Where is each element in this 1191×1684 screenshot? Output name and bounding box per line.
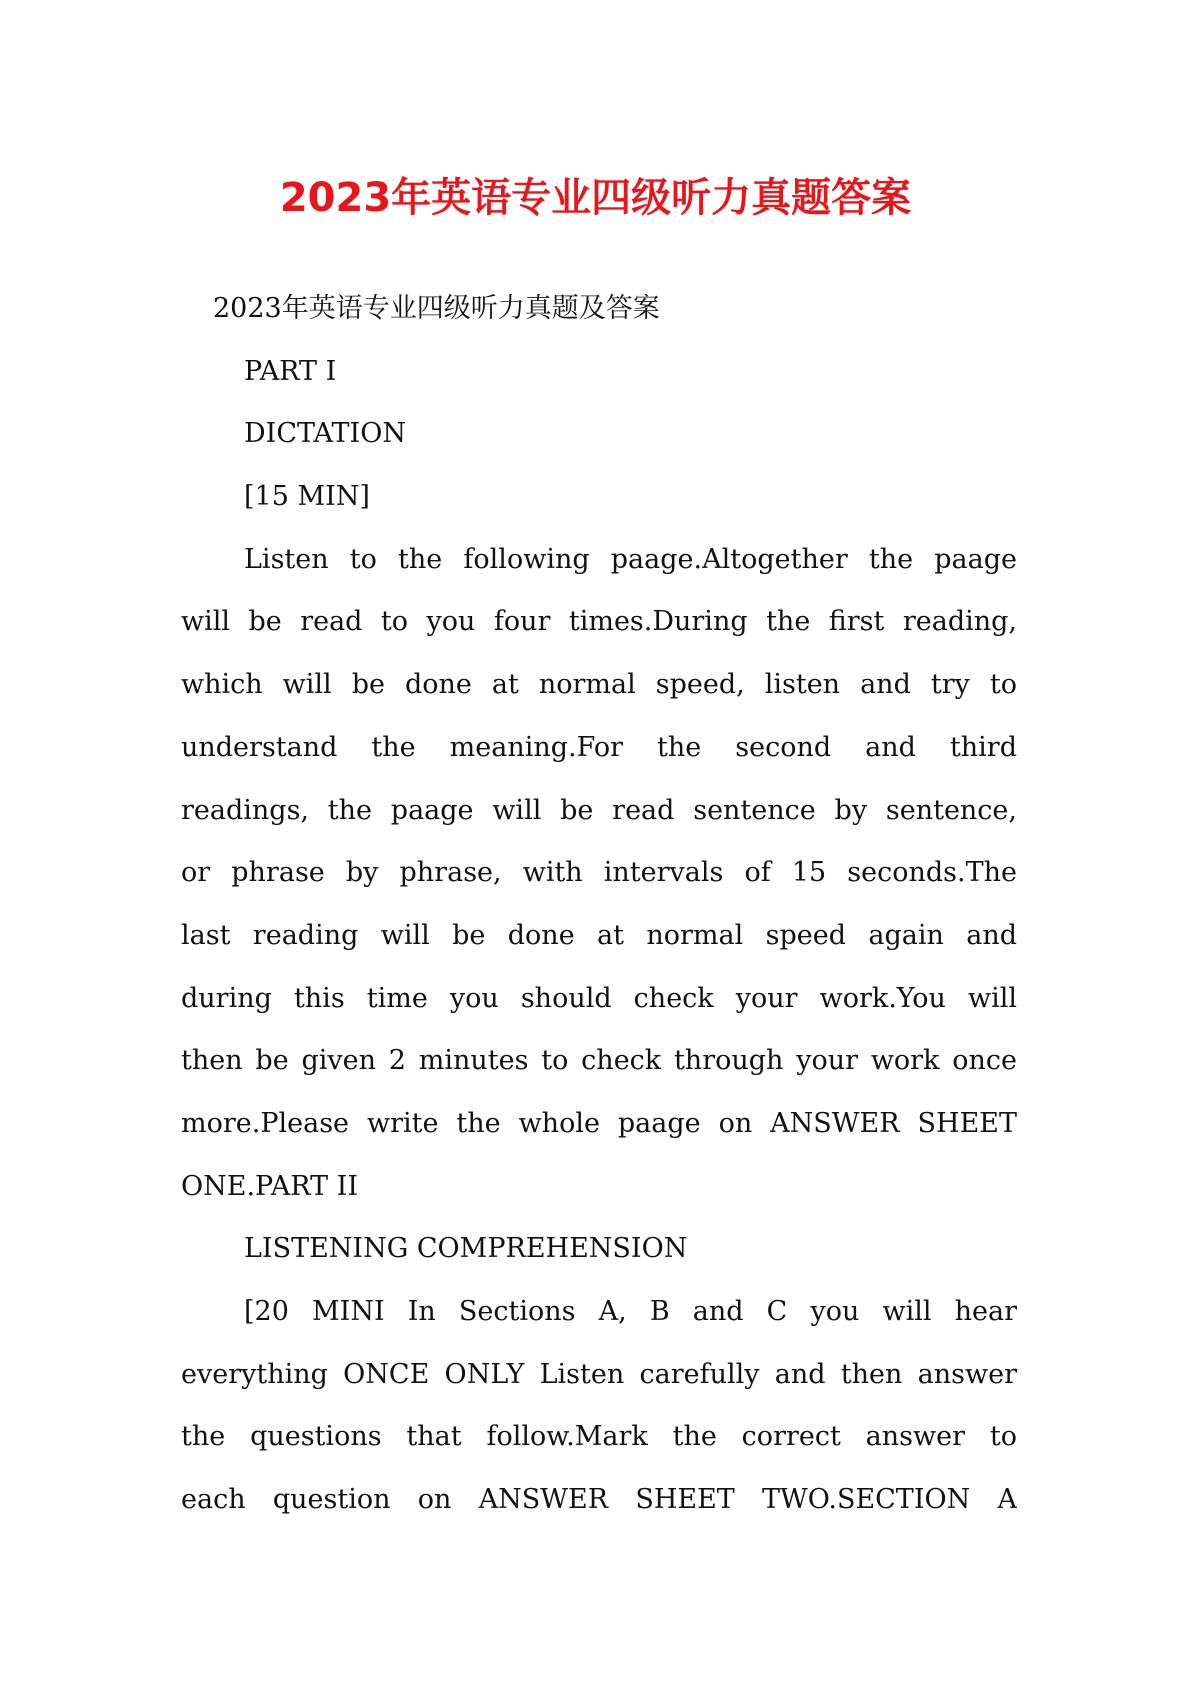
dictation-line: Listen to the following paage.Altogether the paage [244,543,1017,575]
listening-line: [20 MINI In Sections A, B and C you will hear [244,1296,1017,1327]
dictation-line: ONE.PART II [181,1170,359,1202]
part1-heading: PART I [244,355,337,387]
dictation-line: readings, the paage will be read sentence by sentence, [181,794,1017,826]
dictation-line: last reading will be done at normal speed again and [181,919,1017,951]
document-title: 2023年英语专业四级听力真题答案 [279,175,912,221]
listening-line: everything ONCE ONLY Listen carefully and then answer [181,1358,1017,1390]
dictation-line: more.Please write the whole paage on ANSWER SHEET [181,1107,1017,1139]
listening-line: the questions that follow.Mark the correct answer to [181,1421,1017,1453]
listening-line: each question on ANSWER SHEET TWO.SECTION A [181,1484,1017,1516]
listening-heading: LISTENING COMPREHENSION [244,1233,688,1265]
dictation-line: which will be done at normal speed, listen and try to [181,669,1017,701]
dictation-line: understand the meaning.For the second and third [181,731,1017,763]
dictation-heading: DICTATION [244,418,406,450]
dictation-time: [15 MIN] [244,481,370,513]
dictation-line: will be read to you four times.During the first reading, [181,606,1017,638]
document-body [181,278,1017,1532]
document-subtitle: 2023年英语专业四级听力真题及答案 [213,293,660,324]
dictation-line: or phrase by phrase, with intervals of 15 seconds.The [181,857,1017,889]
dictation-line: during this time you should check your work.You will [181,982,1017,1014]
dictation-line: then be given 2 minutes to check through your work once [181,1045,1017,1077]
